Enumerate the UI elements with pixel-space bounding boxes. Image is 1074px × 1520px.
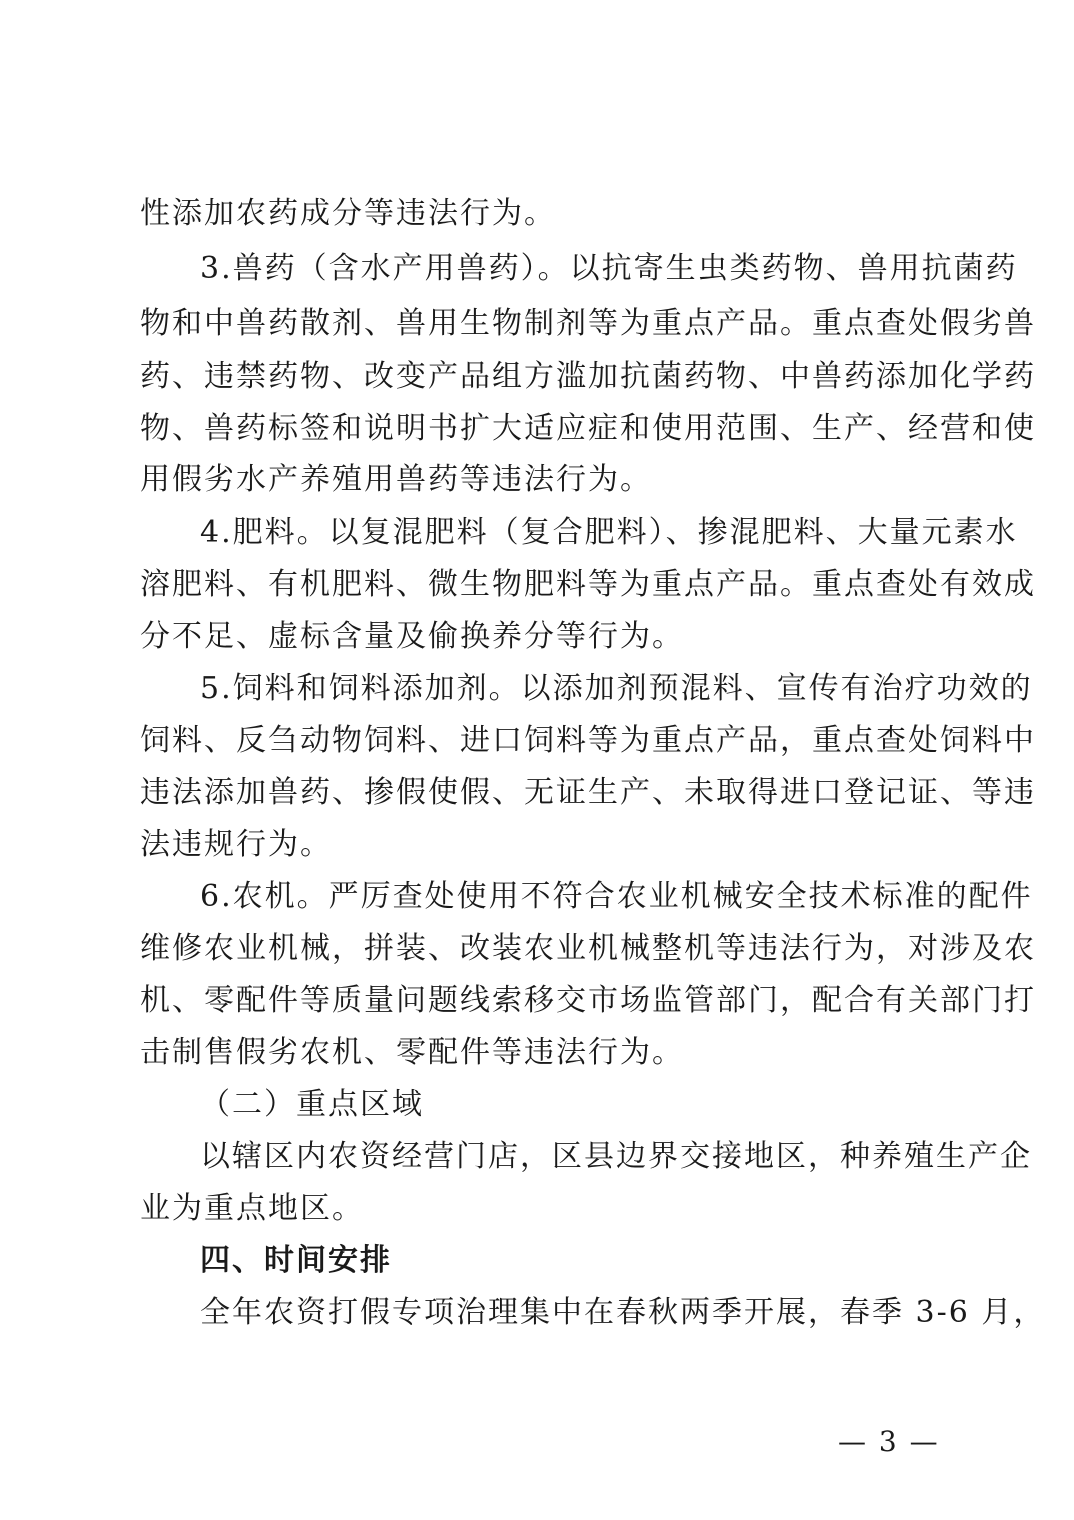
body-text-line: 法违规行为。 <box>140 827 332 862</box>
body-text-line: 维修农业机械，拼装、改装农业机械整机等违法行为，对涉及农 <box>140 931 1036 966</box>
body-text-line: 3.兽药（含水产用兽药）。以抗寄生虫类药物、兽用抗菌药 <box>200 251 1018 286</box>
body-text-line: 用假劣水产养殖用兽药等违法行为。 <box>140 462 652 497</box>
body-text-line: 药、违禁药物、改变产品组方滥加抗菌药物、中兽药添加化学药 <box>140 359 1036 394</box>
section-heading: 四、时间安排 <box>200 1243 392 1278</box>
body-text-line: 机、零配件等质量问题线索移交市场监管部门，配合有关部门打 <box>140 983 1036 1018</box>
subsection-heading: （二）重点区域 <box>200 1087 424 1122</box>
body-text-line: 全年农资打假专项治理集中在春秋两季开展，春季 3-6 月， <box>200 1295 1046 1330</box>
body-text-line: 击制售假劣农机、零配件等违法行为。 <box>140 1035 684 1070</box>
body-text-line: 5.饲料和饲料添加剂。以添加剂预混料、宣传有治疗功效的 <box>200 671 1033 706</box>
body-text-line: 物和中兽药散剂、兽用生物制剂等为重点产品。重点查处假劣兽 <box>140 306 1036 341</box>
body-text-line: 性添加农药成分等违法行为。 <box>140 196 556 231</box>
body-text-line: 违法添加兽药、掺假使假、无证生产、未取得进口登记证、等违 <box>140 775 1036 810</box>
body-text-line: 物、兽药标签和说明书扩大适应症和使用范围、生产、经营和使 <box>140 411 1036 446</box>
body-text-line: 以辖区内农资经营门店，区县边界交接地区，种养殖生产企 <box>200 1139 1032 1174</box>
body-text-line: 业为重点地区。 <box>140 1191 364 1226</box>
body-text-line: 饲料、反刍动物饲料、进口饲料等为重点产品，重点查处饲料中 <box>140 723 1036 758</box>
body-text-line: 分不足、虚标含量及偷换养分等行为。 <box>140 619 684 654</box>
body-text-line: 6.农机。严厉查处使用不符合农业机械安全技术标准的配件 <box>200 879 1033 914</box>
body-text-line: 4.肥料。以复混肥料（复合肥料）、掺混肥料、大量元素水 <box>200 515 1018 550</box>
body-text-line: 溶肥料、有机肥料、微生物肥料等为重点产品。重点查处有效成 <box>140 567 1036 602</box>
page-number: — 3 — <box>838 1425 940 1458</box>
